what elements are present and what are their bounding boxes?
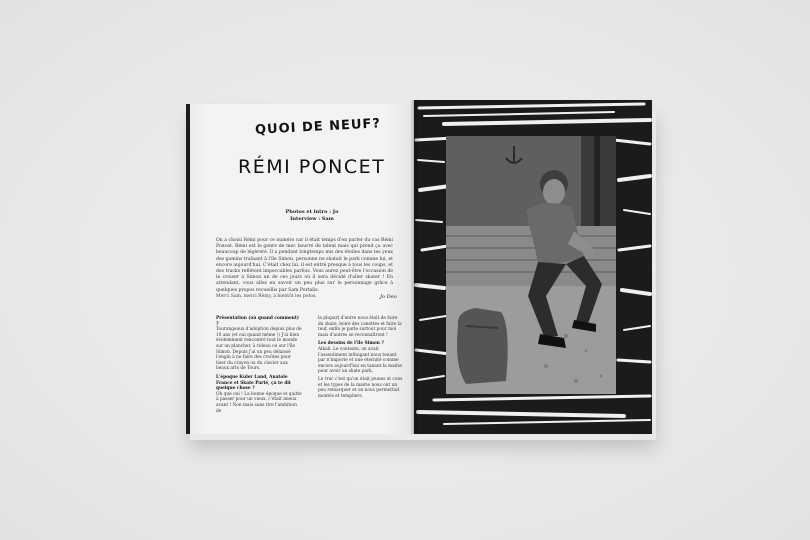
answer: la plupart d'entre nous était de faire du skate, boire des canettes et faire la teuf, enfin je parle surtout pour moi mais d'autres se reconnaîtront ! (318, 316, 402, 338)
signature: Jo Deo (380, 294, 397, 300)
thanks-line: Merci Sam, merci Rémy, à bientôt les potos. (216, 294, 317, 299)
question: L'époque Kuler Land, Anatole France et Skate Parté, ça te dit quelque chose ? (216, 374, 291, 392)
article-title: RÉMI PONCET (238, 156, 386, 178)
credits-interview: Interview : Sam (290, 216, 334, 222)
question: Les dessins de l'île Simon ? (318, 341, 384, 347)
credits (272, 209, 352, 223)
credits-photos: Photos et intro : Jo (285, 209, 339, 215)
intro-paragraph: On a choisi Rémi pour ce numéro car il était temps d'en parler du cas Rémi Poncet. Rémi est le genre de mec bourré de talent mais qui prend ça avec beaucoup de légèreté. Il a pendant longtemps mis des étoiles dans les yeux des gamins traînant à l'île Simon, personne ne skatait le park comme lui, et encore aujourd'hui. C'était chez lui, il est entré presque à tous les coups, et des tracks reflètent impeccables parfois. Vous aurez peut-être l'occasion de le croiser à Simon un de ces jours où il sera décidé d'aller skater ! En attendant, vous allez en savoir un peu plus sur le personnage grâce à quelques propos recueillis par Sam Portalis. (216, 238, 393, 293)
answer: Alkali. Le contexte, on avait l'assentiment infinigant nous tenant par n'importe et une éternité comme encore aujourd'hui en tanant la mairie pour avoir un skate park. (318, 346, 402, 375)
answer: Oh que oui ! La bonne époque et quitte à passer pour un vieux, c'était mieux avant ! Non mais sans rire l'ambition de (216, 391, 302, 414)
question: Présentation (où quand comment) ? (216, 316, 299, 327)
section-kicker: QUOI DE NEUF? (254, 116, 382, 138)
interview-column-1 (216, 316, 302, 414)
answer: Le truc c'est qu'on était jeunes et cons et les types de la mairie nous ont un peu remarquer et on nous permettait montés et templiers. (318, 376, 403, 399)
gutter-shadow (410, 100, 420, 434)
skater-photo (446, 136, 616, 394)
left-page-edge (186, 104, 190, 434)
answer: Tourangeaux d'adoption depuis plus de 10 ans (et oui quand même !) J'ai bien évidemment rencontré tout le monde sur un plancher, à rideau ou sur l'île Simon. Depuis j'ai un peu délaissé l'engin à ne faire des croûtes pour tiser du crayon ou du clavier aux beaux arts de Tours. (216, 327, 302, 372)
interview-column-2 (318, 316, 404, 399)
